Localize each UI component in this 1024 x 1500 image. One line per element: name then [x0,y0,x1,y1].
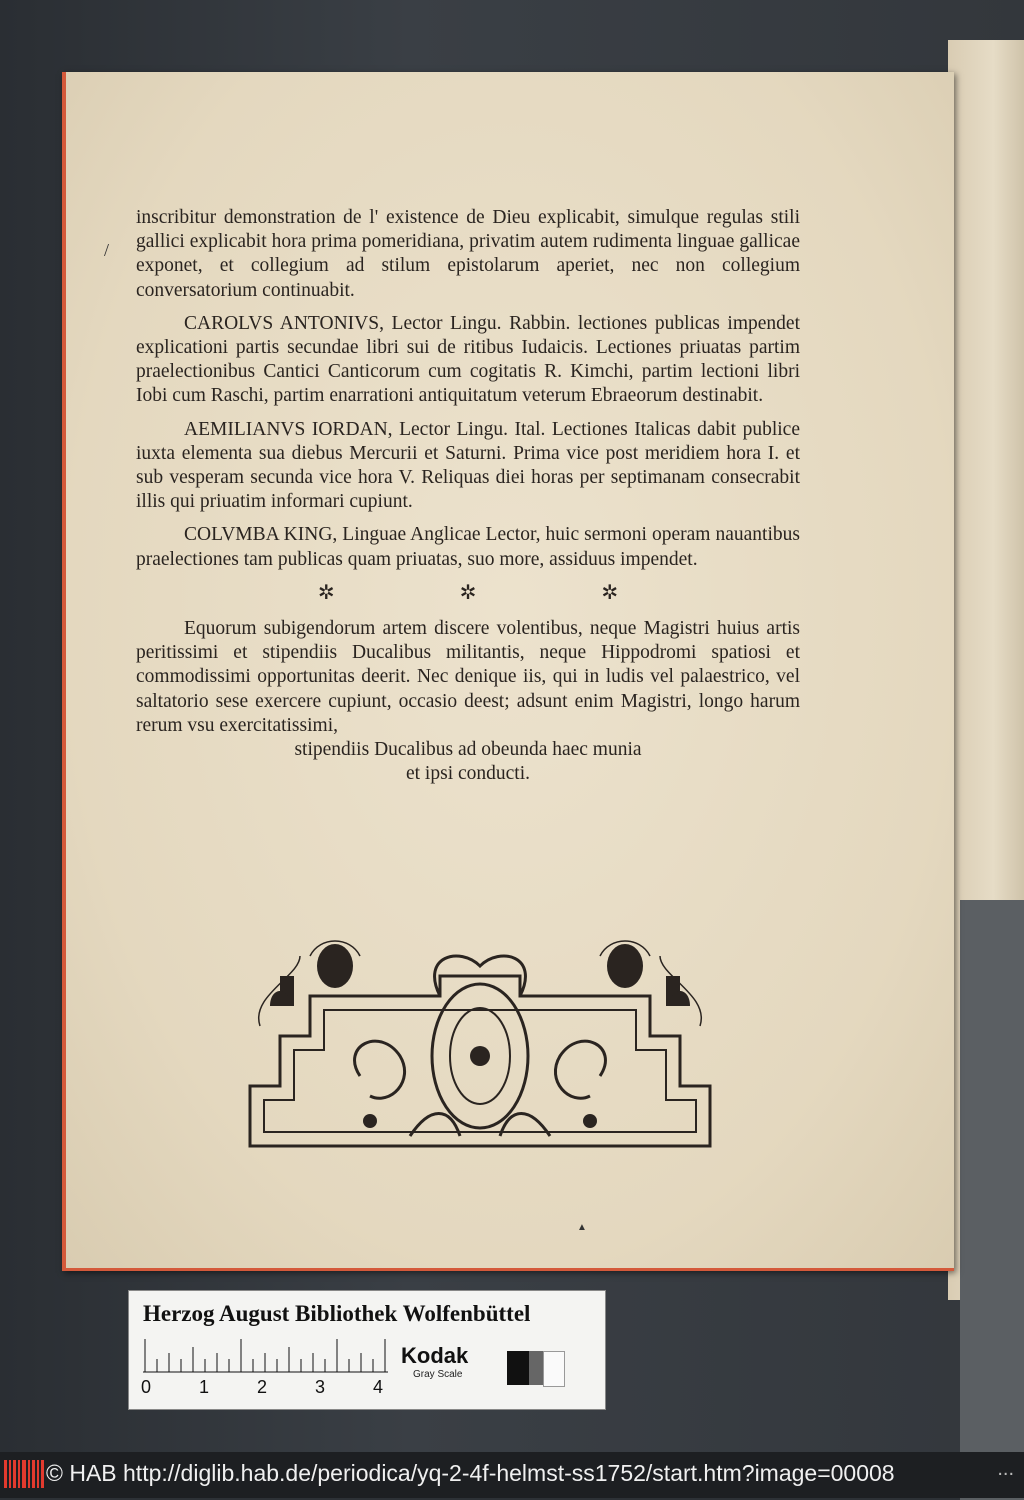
ruler-label-1: 1 [199,1377,210,1397]
color-reference-card [128,1290,606,1410]
paragraph-aemilianus: AEMILIANVS IORDAN, Lector Lingu. Ital. Lectiones Italicas dabit publice iuxta elementa sua diebus Mercurii et Saturni. Prima vice post meridiem hora I. et sub vesperam secunda vice hora V. Reliquas diei horas per septimanam consecrabit illis qui priuatim informari cupiunt. [136,418,800,513]
paragraph-continuation: inscribitur demonstration de l' existence de Dieu explicabit, simulque regulas stili gallici explicabit hora prima pomeridiana, privatim autem rudimenta linguae gallicae exponet, et collegium ad stilum epistolarum aperiet, nec non collegium conversatorium continuabit. [136,207,800,301]
swatch-grey [529,1351,543,1385]
more-indicator: ... [997,1458,1014,1480]
ruler-label-3: 3 [315,1377,326,1397]
barcode-icon [4,1460,44,1488]
card-title: Herzog August Bibliothek Wolfenbüttel [143,1301,531,1326]
paragraph-carolus: CAROLVS ANTONIVS, Lector Lingu. Rabbin. lectiones publicas impendet explicationi partis secundae libri sui de ritibus Iudaicis. Lectiones priuatas partim praelectionibus Cantici Canticorum cum cogitatis R. Kimchi, partim lectioni libri Iobi cum Raschi, partim enarrationi antiquitatum veterum Ebraeorum destinabit. [136,312,800,407]
ruler-label-2: 2 [257,1377,268,1397]
scale-ruler [143,1339,393,1373]
signature-mark: ▲ [577,1222,587,1233]
ruler-label-4: 4 [373,1377,384,1397]
backing-board [960,900,1024,1500]
paragraph-equorum-line3: et ipsi conducti. [405,763,531,785]
paragraph-equorum: Equorum subigendorum artem discere volentibus, neque Magistri huius artis peritissimi et stipendiis Ducalibus militantis, neque Hippodromi spatiosi et commodissimi opportunitas deerit. Nec denique iis, qui in ludis vel palaestrico, vel saltatorio sese exercere cupiunt, occasio deest; adsunt enim Magistri, longo harum rerum vsu exercitatissimi, [136,618,800,736]
paragraph-equorum-line2: stipendiis Ducalibus ad obeunda haec munia [294,739,642,761]
page-text [136,206,800,786]
margin-mark: / [104,240,110,260]
swatch-black [507,1351,529,1385]
star-divider: ✲ ✲ ✲ [317,581,679,604]
swatch-white [543,1351,565,1387]
gray-scale-label: Gray Scale [413,1369,463,1380]
ruler-label-0: 0 [141,1377,152,1397]
footer-bar [0,1452,1024,1498]
kodak-brand: Kodak [401,1343,469,1368]
source-url-text: © HAB http://diglib.hab.de/periodica/yq-2-4f-helmst-ss1752/start.htm?image=00008 [46,1460,895,1486]
ornament-vignette [240,936,720,1156]
paragraph-columba: COLVMBA KING, Linguae Anglicae Lector, huic sermoni operam nauantibus praelectiones tam publicas quam priuatas, suo more, assiduus impendet. [136,524,800,570]
